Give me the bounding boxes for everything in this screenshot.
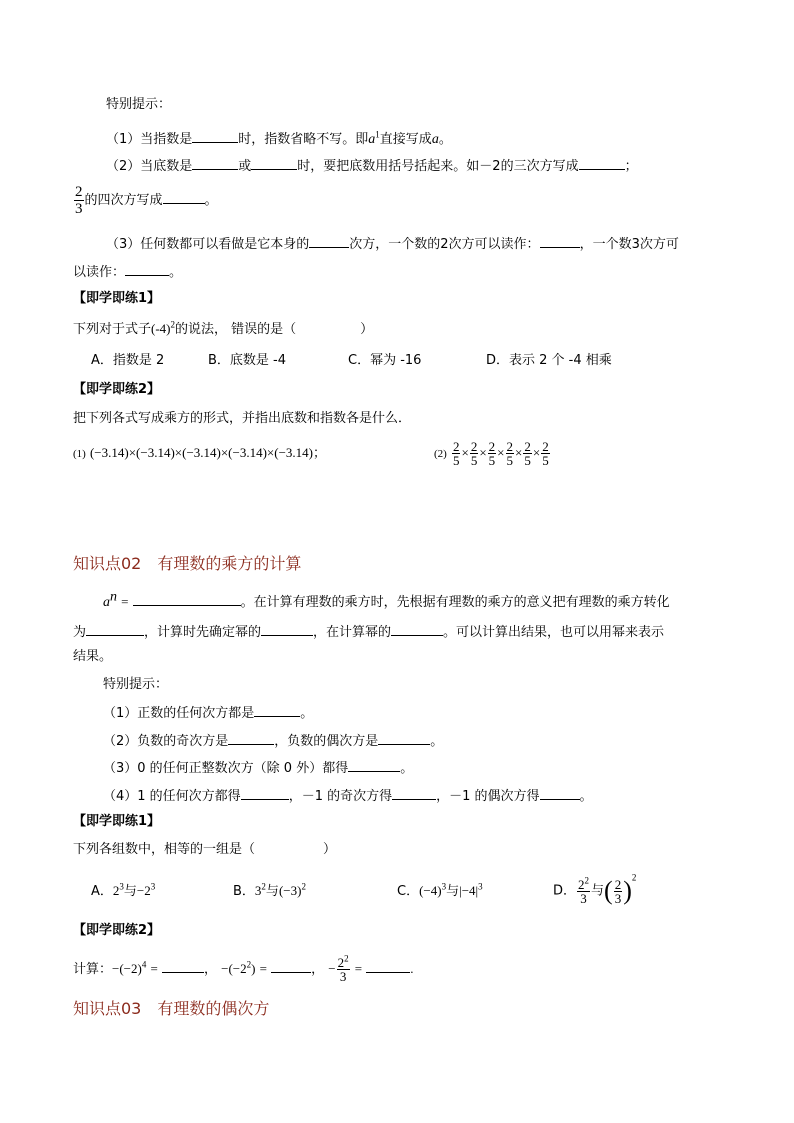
- fraction-two-thirds: $\frac{2}{3}$: [75, 184, 83, 217]
- tip-2-line-2: （2）负数的奇次方是 ，负数的偶次方是 。: [103, 731, 443, 751]
- option-d[interactable]: D．表示 2 个 -4 相乘: [486, 353, 612, 368]
- exercise-title-3: 【即学即练1】: [73, 814, 161, 829]
- exercise-title-4: 【即学即练2】: [73, 923, 161, 938]
- exercise-stem-1: 下列对于式子$(-4)^2$的说法， 错误的是（ ）: [73, 319, 374, 337]
- exercise-stem-3: 下列各组数中，相等的一组是（ ）: [73, 842, 337, 857]
- option-3d[interactable]: D． $\frac{2^2}{3}$ 与( $\frac{2}{3}$ )$^2$: [553, 872, 637, 906]
- option-3c[interactable]: C．$(-4)^3$与$|-4|^3$: [397, 881, 483, 899]
- tip-2-line-1: （1）正数的任何次方都是 。: [103, 703, 313, 723]
- problem-1: (1) (−3.14)×(−3.14)×(−3.14)×(−3.14)×(−3.14)；: [73, 445, 326, 460]
- tip-line-5: 以读作： 。: [73, 262, 182, 282]
- tip-line-4: （3）任何数都可以看做是它本身的 次方，一个数的2次方可以读作： ，一个数3次方可: [106, 234, 679, 254]
- exercise-title-2: 【即学即练2】: [73, 382, 161, 397]
- tip-title-2: 特别提示：: [103, 677, 169, 692]
- tip-line-1: （1）当指数是 时，指数省略不写。即$a^1$直接写成a。: [106, 129, 452, 147]
- tip-2-line-3: （3）0 的任何正整数次方（除 0 外）都得 。: [103, 758, 413, 778]
- option-3b[interactable]: B．$3^2$与$(-3)^2$: [233, 881, 306, 899]
- tip-line-2: （2）当底数是 或 时，要把底数用括号括起来。如－2的三次方写成 ；: [106, 156, 638, 176]
- tip-title-1: 特别提示：: [106, 97, 172, 112]
- option-3a[interactable]: A．$2^3$与$-2^3$: [91, 881, 156, 899]
- definition-line-2: 为 ，计算时先确定幂的 ，在计算幂的 。可以计算出结果，也可以用幂来表示: [73, 622, 664, 642]
- option-a[interactable]: A．指数是 2: [91, 353, 165, 368]
- section-heading-02: 知识点02 有理数的乘方的计算: [73, 554, 302, 573]
- definition-line-3: 结果。: [73, 649, 113, 664]
- option-c[interactable]: C．幂为 -16: [348, 353, 422, 368]
- problem-2: (2) $\frac{2}{5}$ × $\frac{2}{5}$ × $\frac{2}{5}$ × $\frac{2}{5}$ × $\frac{2}{5}$ × $\frac{2}{5}$: [434, 439, 549, 468]
- section-heading-03: 知识点03 有理数的偶次方: [73, 999, 270, 1018]
- tip-2-line-4: （4）1 的任何次方都得 ，－1 的奇次方得 ，－1 的偶次方得 。: [103, 786, 593, 806]
- option-b[interactable]: B．底数是 -4: [208, 353, 287, 368]
- calc-line: 计算：$-(-2)^4$ = ， $-(-2^2)$ = ， − $\frac{2^2}{3}$ = .: [73, 953, 414, 984]
- exercise-title-1: 【即学即练1】: [73, 291, 161, 306]
- tip-line-3: $\frac{2}{3}$ 的四次方写成 。: [75, 184, 218, 217]
- exercise-stem-2: 把下列各式写成乘方的形式，并指出底数和指数各是什么．: [73, 411, 412, 426]
- definition-line-1: $a^n$ = 。在计算有理数的乘方时，先根据有理数的乘方的意义把有理数的乘方转化: [103, 589, 670, 610]
